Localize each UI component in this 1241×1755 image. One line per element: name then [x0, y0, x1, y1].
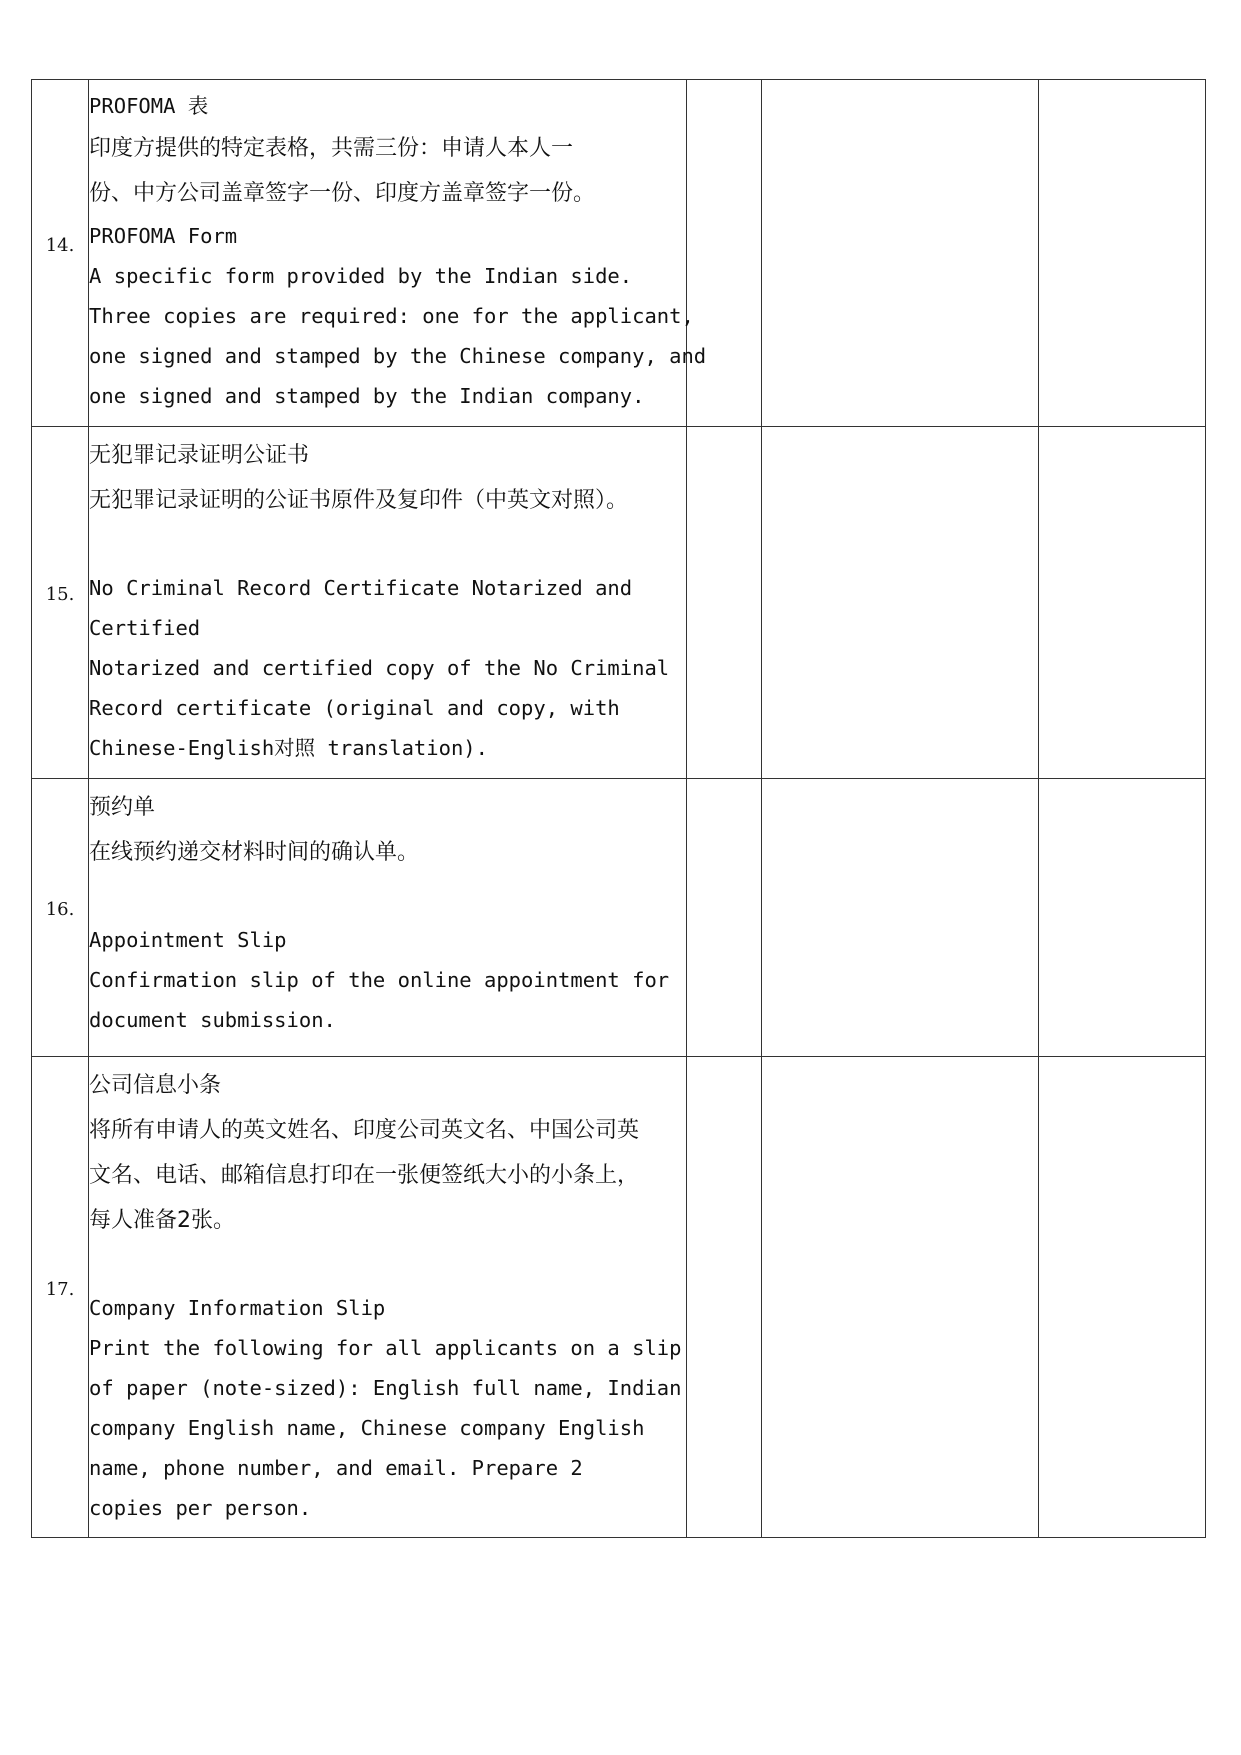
table-row	[32, 779, 1206, 1057]
row-number: 14.	[32, 80, 89, 427]
empty-cell	[1038, 779, 1205, 1057]
requirements-table	[31, 79, 1206, 1538]
item-description-en: of paper (note-sized): English full name, Indian	[89, 1376, 682, 1400]
empty-cell	[1038, 427, 1205, 779]
item-title-en: PROFOMA Form	[89, 224, 238, 248]
item-description-en: copies per person.	[89, 1496, 312, 1520]
item-description-en: Confirmation slip of the online appointment for	[89, 968, 670, 992]
empty-cell	[1038, 80, 1205, 427]
blank-line	[89, 1243, 686, 1288]
item-title-en: Company Information Slip	[89, 1296, 386, 1320]
item-title: 无犯罪记录证明公证书	[89, 443, 310, 468]
item-description-en: Print the following for all applicants on a slip	[89, 1336, 682, 1360]
item-title: 公司信息小条	[89, 1073, 222, 1098]
item-description-en: name, phone number, and email. Prepare 2	[89, 1456, 583, 1480]
item-description-en: Three copies are required: one for the applicant,	[89, 304, 694, 328]
item-description-en: one signed and stamped by the Chinese company, and	[89, 344, 707, 368]
blank-line	[89, 523, 686, 568]
item-description-en: Record certificate (original and copy, with	[89, 696, 620, 720]
empty-cell	[761, 427, 1038, 779]
empty-cell	[686, 1057, 761, 1538]
item-description: 印度方提供的特定表格，共需三份：申请人本人一	[89, 136, 574, 161]
item-description-en: company English name, Chinese company English	[89, 1416, 645, 1440]
table-row	[32, 80, 1206, 427]
item-title-en: Appointment Slip	[89, 928, 287, 952]
item-description-en: A specific form provided by the Indian side.	[89, 264, 633, 288]
item-description: 份、中方公司盖章签字一份、印度方盖章签字一份。	[89, 181, 596, 206]
item-title-en: No Criminal Record Certificate Notarized and	[89, 576, 633, 600]
empty-cell	[761, 779, 1038, 1057]
item-description-en: one signed and stamped by the Indian company.	[89, 384, 645, 408]
empty-cell	[761, 1057, 1038, 1538]
item-title: PROFOMA 表	[89, 94, 209, 118]
empty-cell	[761, 80, 1038, 427]
empty-cell	[686, 80, 761, 427]
empty-cell	[686, 779, 761, 1057]
item-description-en: document submission.	[89, 1008, 336, 1032]
item-description: 在线预约递交材料时间的确认单。	[89, 840, 420, 865]
item-description: 无犯罪记录证明的公证书原件及复印件（中英文对照）。	[89, 488, 629, 513]
table-row	[32, 1057, 1206, 1538]
row-number: 15.	[32, 427, 89, 779]
row-content	[89, 427, 687, 779]
row-content	[89, 1057, 687, 1538]
table-row	[32, 427, 1206, 779]
item-title-en: Certified	[89, 616, 201, 640]
item-description: 文名、电话、邮箱信息打印在一张便签纸大小的小条上，	[89, 1163, 640, 1188]
row-content	[89, 779, 687, 1057]
empty-cell	[686, 427, 761, 779]
row-content	[89, 80, 707, 427]
row-number: 17.	[32, 1057, 89, 1538]
empty-cell	[1038, 1057, 1205, 1538]
item-description-en: Chinese-English对照 translation).	[89, 736, 488, 760]
item-title: 预约单	[89, 795, 156, 820]
blank-line	[89, 875, 686, 920]
row-number: 16.	[32, 779, 89, 1057]
item-description-en: Notarized and certified copy of the No Criminal	[89, 656, 670, 680]
item-description: 每人准备2张。	[89, 1208, 236, 1233]
item-description: 将所有申请人的英文姓名、印度公司英文名、中国公司英	[89, 1118, 640, 1143]
